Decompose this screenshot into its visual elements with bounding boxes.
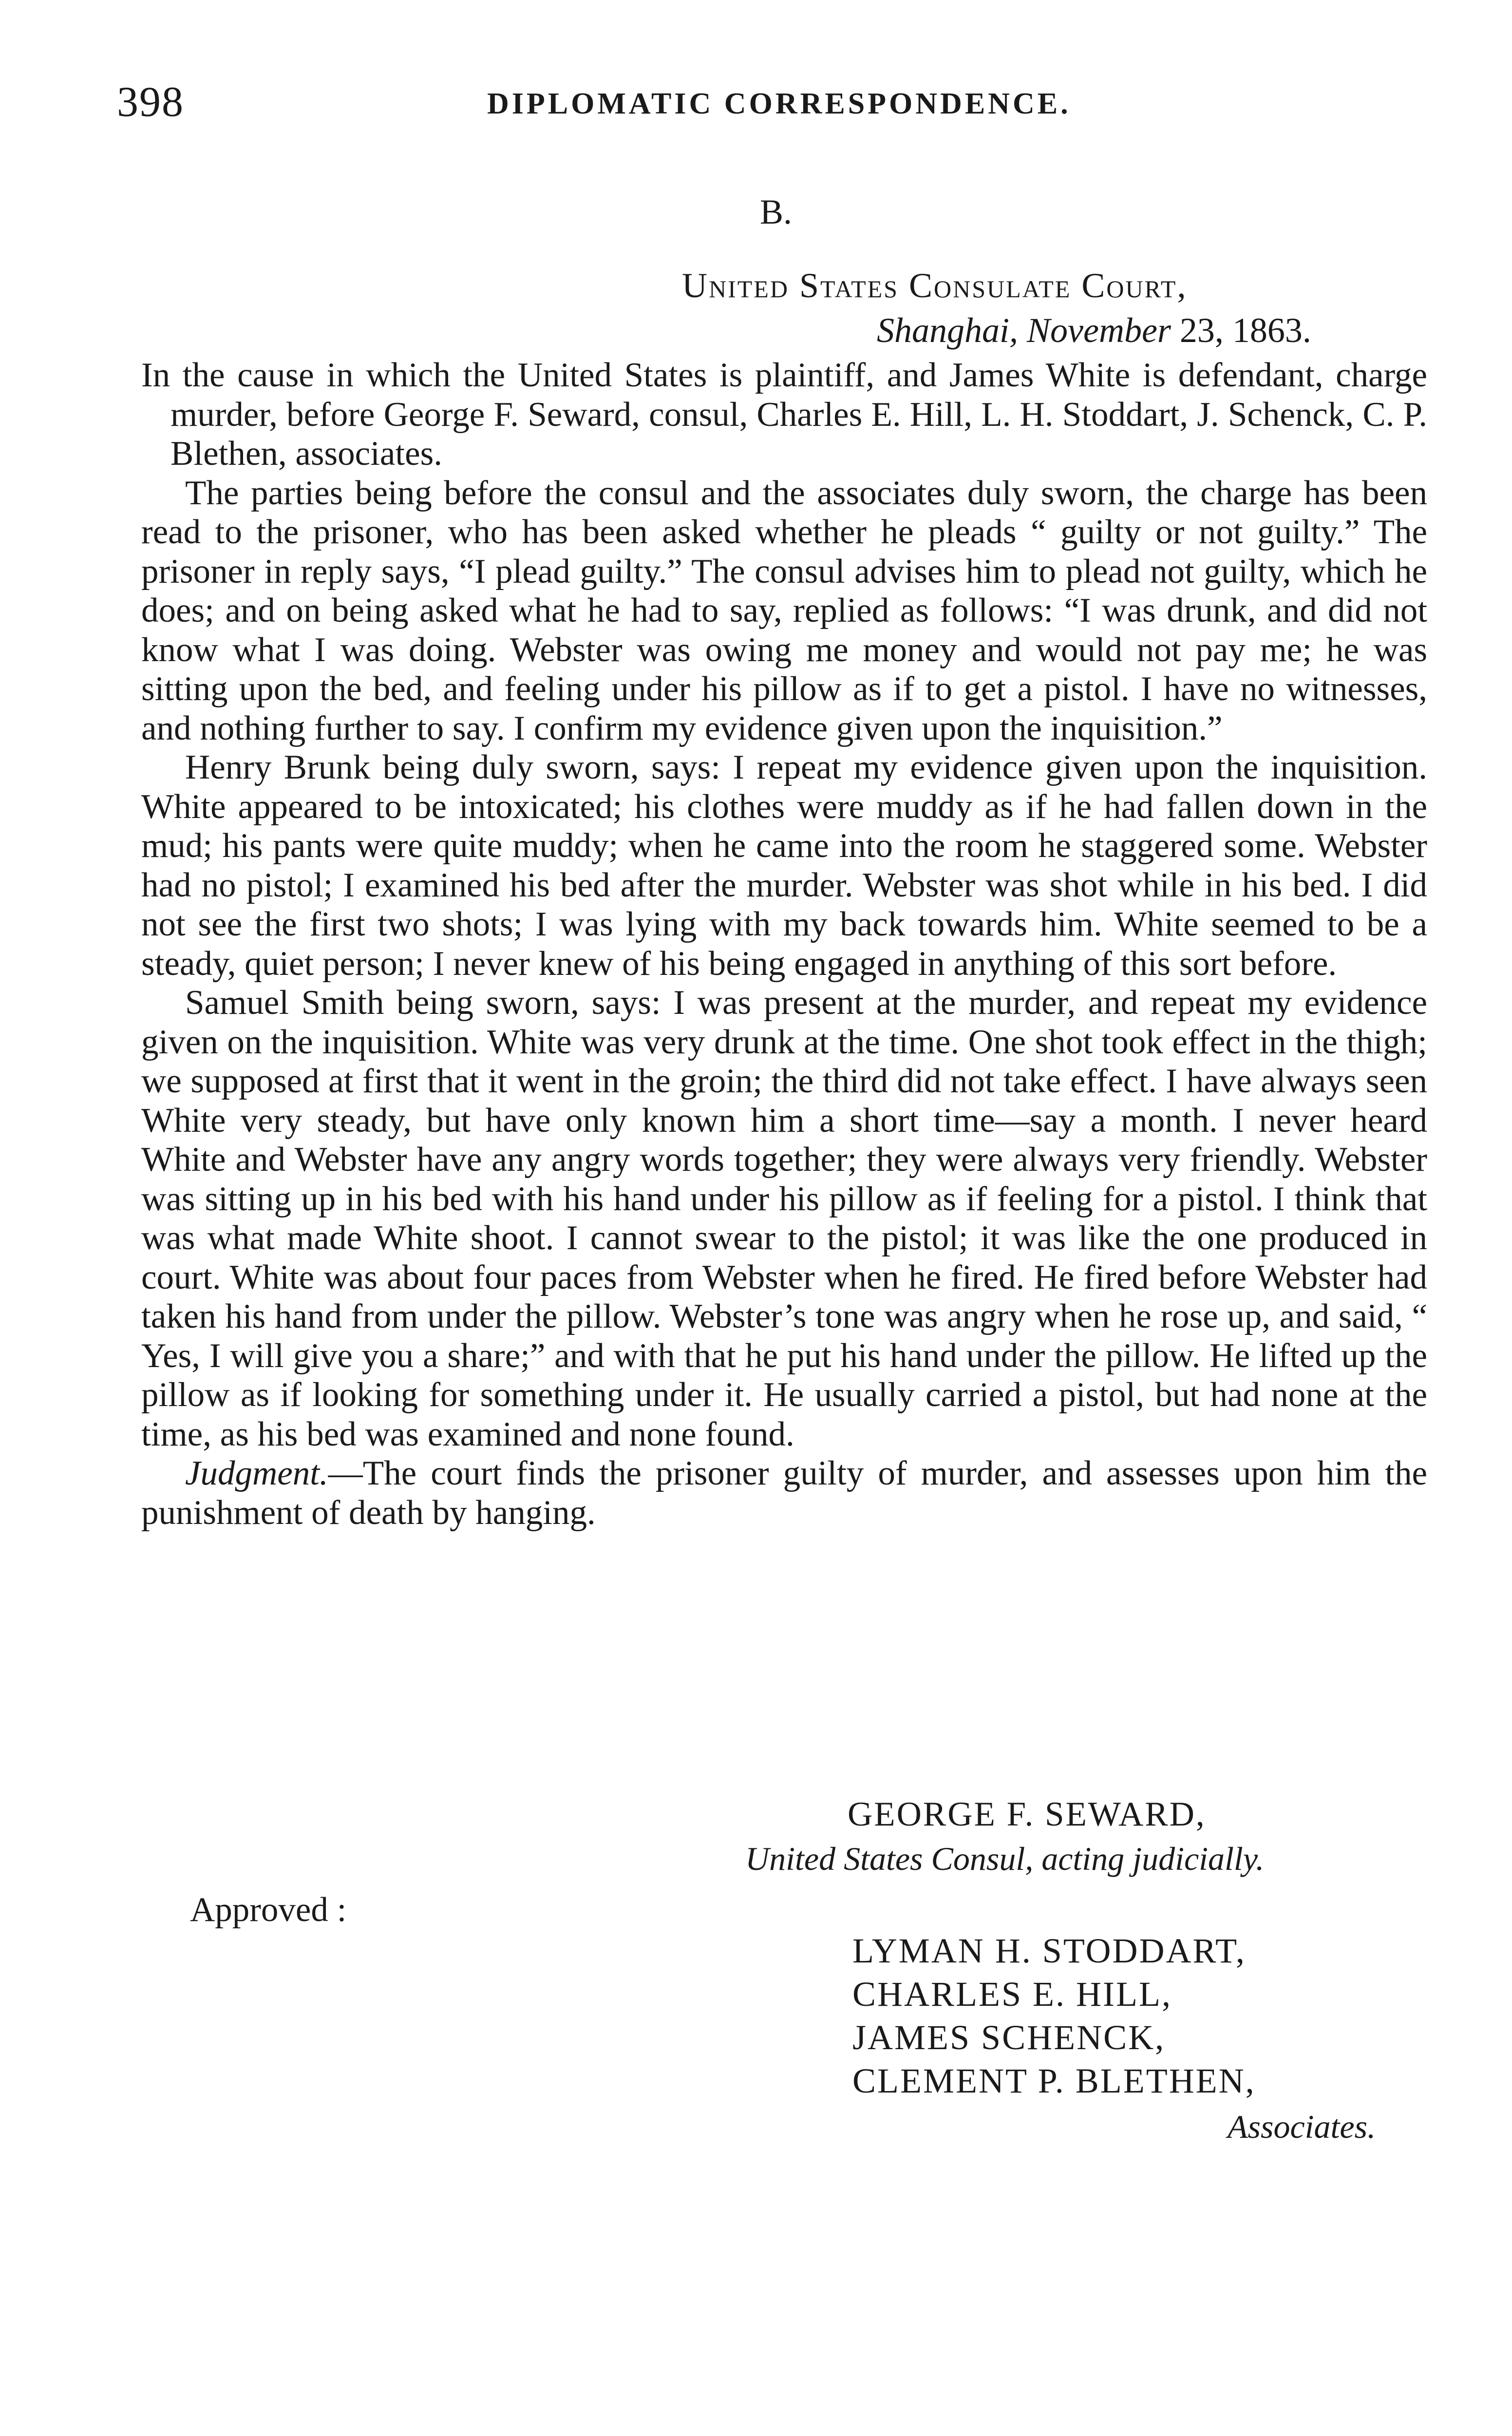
section-letter: B. [760,192,793,231]
paragraph-brunk-testimony: Henry Brunk being duly sworn, says: I repeat my evidence given upon the inquisition. White appeared to be intoxicated; his clothes were muddy as if he had fallen down in the mud; his pants were quite muddy; when he came into the room he staggered some. Webster had no pistol; I examined his bed after the murder. Webster was shot while in his bed. I did not see the first two shots; I was lying with my back towards him. White seemed to be a steady, quiet person; I never knew of his being engaged in anything of this sort before. [141,748,1427,983]
consul-signature-name: GEORGE F. SEWARD, [848,1795,1206,1833]
associate-name: LYMAN H. STODDART, [852,1931,1246,1970]
paragraph-smith-testimony: Samuel Smith being sworn, says: I was present at the murder, and repeat my evidence given on the inquisition. White was very drunk at the time. One shot took effect in the thigh; we supposed at first that it went in the groin; the third did not take effect. I have always seen White very steady, but have only known him a short time—say a month. I never heard White and Webster have any angry words together; they were always very friendly. Webster was sitting up in his bed with his hand under his pillow as if feeling for a pistol. I think that was what made White shoot. I cannot swear to the pistol; it was like the one produced in court. White was about four paces from Webster when he fired. He fired before Webster had taken his hand from under the pillow. Webster’s tone was angry when he rose up, and said, “ Yes, I will give you a share;” and with that he put his hand under the pillow. He lifted up the pillow as if looking for something under it. He usually carried a pistol, but had none at the time, as his bed was examined and none found. [141,984,1427,1453]
judgment-label: Judgment. [185,1454,328,1492]
judgment-text: —The court finds the prisoner guilty of murder, and assesses upon him the punishment of death by hanging. [141,1454,1427,1532]
associate-name: JAMES SCHENCK, [852,2018,1166,2057]
paragraph-plea: The parties being before the consul and the associates duly sworn, the charge has been read to the prisoner, who has been asked whether he pleads “ guilty or not guilty.” The prisoner in reply says, “I plead guilty.” The consul advises him to plead not guilty, which he does; and on being asked what he had to say, replied as follows: “I was drunk, and did not know what I was doing. Webster was owing me money and would not pay me; he was sitting upon the bed, and feeling under his pillow as if to get a pistol. I have no witnesses, and nothing further to say. I confirm my evidence given upon the inquisition.” [141,474,1427,747]
court-date: 23, 1863. [1179,311,1311,350]
court-place-date [682,308,1413,353]
court-place: Shanghai, November [877,311,1171,350]
court-heading [682,263,1413,353]
page-header [117,73,1432,132]
body-text [141,356,1427,1532]
page-number: 398 [117,78,184,126]
paragraph-cause: In the cause in which the United States is plaintiff, and James White is defendant, charge murder, before George F. Seward, consul, Charles E. Hill, L. H. Stoddart, J. Schenck, C. P. Blethen, associates. [141,356,1427,473]
associate-name: CHARLES E. HILL, [852,1975,1172,2014]
associates-role: Associates. [1228,2108,1376,2145]
approved-label: Approved : [190,1891,347,1929]
associates-list [852,1929,1256,2103]
associate-name: CLEMENT P. BLETHEN, [852,2061,1256,2100]
paragraph-judgment [141,1454,1427,1532]
consul-signature-title: United States Consul, acting judicially. [745,1840,1265,1877]
running-title: DIPLOMATIC CORRESPONDENCE. [487,87,1071,120]
court-name: United States Consulate Court, [682,266,1188,305]
